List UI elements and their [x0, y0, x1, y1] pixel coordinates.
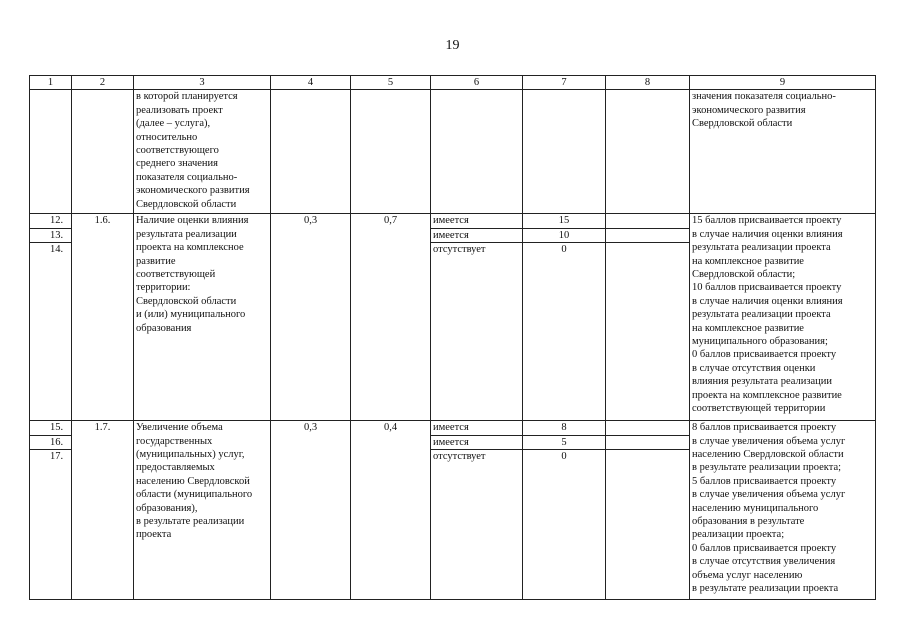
criterion-name: Увеличение объема государственных (муниципальных) услуг, предоставляемых населению Свердловской области (муниципального образования), в результате реализации проекта [134, 421, 271, 600]
option-score: 15 [523, 214, 606, 228]
criteria-table-wrap [29, 75, 875, 600]
row-number: 14. [30, 243, 72, 421]
option-label: имеется [431, 214, 523, 228]
criterion-name-continued: в которой планируется реализовать проект (далее – услуга), относительно соответствующего среднего значения показателя социально- экономического развития Свердловской области [134, 90, 271, 214]
header-cell: 3 [134, 76, 271, 90]
criterion-code: 1.7. [72, 421, 134, 600]
header-cell: 5 [351, 76, 431, 90]
option-score: 0 [523, 243, 606, 421]
row-number: 17. [30, 450, 72, 600]
option-score: 8 [523, 421, 606, 435]
criterion-name: Наличие оценки влияния результата реализации проекта на комплексное развитие соответствующей территории: Свердловской области и (или) муниципального образования [134, 214, 271, 421]
header-cell: 8 [606, 76, 690, 90]
page-number: 19 [445, 38, 460, 53]
header-cell: 2 [72, 76, 134, 90]
criteria-table [29, 75, 876, 600]
option-label: отсутствует [431, 450, 523, 600]
criterion-coefficient: 0,4 [351, 421, 431, 600]
continuation-row [30, 90, 876, 214]
option-label: имеется [431, 435, 523, 449]
header-cell: 4 [271, 76, 351, 90]
header-cell: 9 [690, 76, 876, 90]
header-row [30, 76, 876, 90]
option-score: 0 [523, 450, 606, 600]
row-number: 16. [30, 435, 72, 449]
criterion-coefficient: 0,7 [351, 214, 431, 421]
header-cell: 6 [431, 76, 523, 90]
header-cell: 7 [523, 76, 606, 90]
option-label: отсутствует [431, 243, 523, 421]
option-score: 5 [523, 435, 606, 449]
criterion-description: 8 баллов присваивается проекту в случае увеличения объема услуг населению Свердловской области в результате реализации проекта; 5 баллов присваивается проекту в случае увеличения объема услуг населению муниципального образования в результате реализации проекта; 0 баллов присваивается проекту в случае отсутствия увеличения объема услуг населению в результате реализации проекта [690, 421, 876, 600]
table-row [30, 421, 876, 435]
row-number: 13. [30, 228, 72, 242]
option-score: 10 [523, 228, 606, 242]
row-number: 12. [30, 214, 72, 228]
criterion-weight: 0,3 [271, 421, 351, 600]
criterion-weight: 0,3 [271, 214, 351, 421]
row-number: 15. [30, 421, 72, 435]
criterion-code: 1.6. [72, 214, 134, 421]
criterion-description: 15 баллов присваивается проекту в случае наличия оценки влияния результата реализации проекта на комплексное развитие Свердловской области; 10 баллов присваивается проекту в случае наличия оценки влияния результата реализации проекта на комплексное развитие муниципального образования; 0 баллов присваивается проекту в случае отсутствия оценки влияния результата реализации проекта на комплексное развитие соответствующей территории [690, 214, 876, 421]
criterion-description-continued: значения показателя социально- экономического развития Свердловской области [690, 90, 876, 214]
option-label: имеется [431, 421, 523, 435]
header-cell: 1 [30, 76, 72, 90]
table-row [30, 214, 876, 228]
option-label: имеется [431, 228, 523, 242]
